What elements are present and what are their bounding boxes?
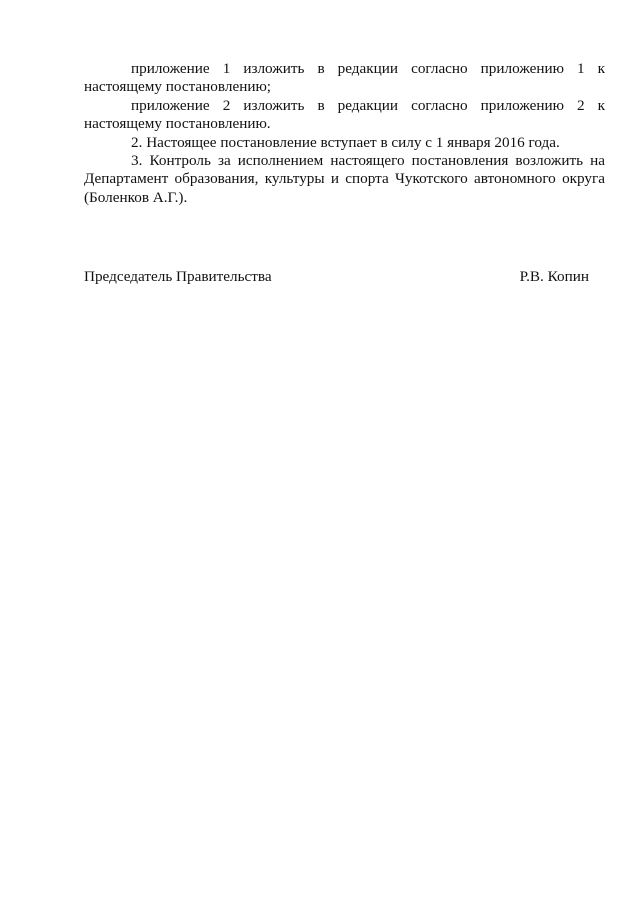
- paragraph-control: 3. Контроль за исполнением настоящего постановления возложить на Департамент образования, культуры и спорта Чукотского автономного округа (Боленков А.Г.).: [84, 152, 605, 206]
- document-body: [84, 60, 605, 207]
- signature-block: [84, 268, 589, 286]
- signatory-name: Р.В. Копин: [519, 268, 589, 285]
- paragraph-effective-date: 2. Настоящее постановление вступает в силу с 1 января 2016 года.: [131, 133, 560, 151]
- paragraph-appendix-2: приложение 2 изложить в редакции согласно приложению 2 к настоящему постановлению.: [84, 96, 605, 133]
- paragraph-appendix-1: приложение 1 изложить в редакции согласно приложению 1 к настоящему постановлению;: [84, 60, 605, 96]
- signatory-position: Председатель Правительства: [84, 268, 272, 285]
